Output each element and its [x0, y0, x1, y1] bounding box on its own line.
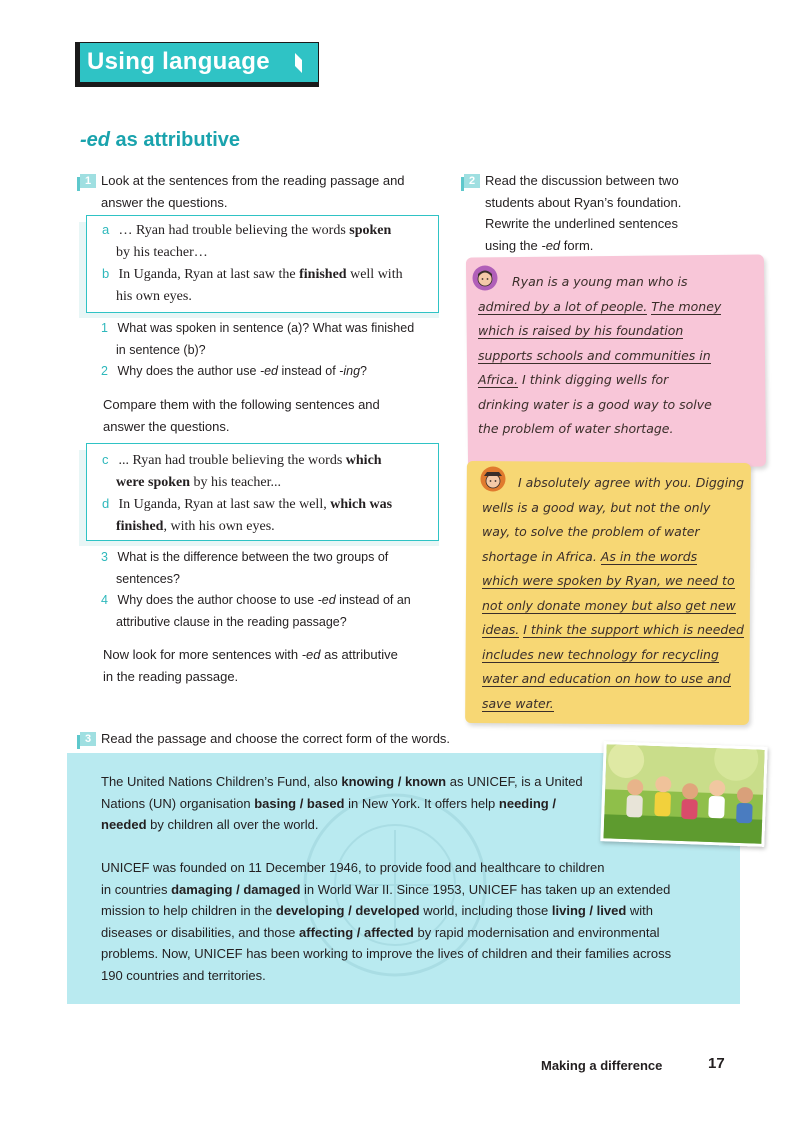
questions-3-4: 3 What is the difference between the two groups of sentences? 4 Why does the author choose to use -ed instead of an attributive clause in the reading passage?	[101, 550, 411, 629]
pink-card-text: Ryan is a young man who is admired by a lot of people. The money which is raised by his foundation supports schools and communities in Africa. I think digging wells for drinking water is a good way to solve the problem of water shortage.	[478, 274, 722, 436]
banner-mark-icon	[293, 52, 305, 74]
yellow-card-text: I absolutely agree with you. Digging wells is a good way, but not the only way, to solve the problem of water shortage in Africa. As in the words which were spoken by Ryan, we need to not only donate money but also get new ideas. I think the support which is needed includes new technology for recycling water and education on how to use and save water.	[482, 475, 745, 711]
example-sentences-cd: c ... Ryan had trouble believing the words which were spoken by his teacher... d In Uganda, Ryan at last saw the well, which was finished, with his own eyes.	[102, 452, 393, 534]
section-title: -ed as attributive	[80, 129, 241, 151]
page-title: Using language	[87, 48, 270, 75]
children-photo-illustration	[603, 744, 767, 847]
passage-paragraph-2: UNICEF was founded on 11 December 1946, to provide food and healthcare to children in countries damaging / damaged in World War II. Since 1953, UNICEF has taken up an extended mission to help children in the developing / developed world, including those living / lived with diseases or disabilities, and those affecting / affected by rapid modernisation and environmental problems. Now, UNICEF has been working to improve the lives of children and their families across 190 countries and territories.	[101, 860, 672, 983]
questions-1-2: 1 What was spoken in sentence (a)? What was finished in sentence (b)? 2 Why does the author use -ed instead of -ing?	[101, 321, 415, 378]
footer-unit-title: Making a difference	[541, 1058, 663, 1073]
compare-instruction: Compare them with the following sentences and answer the questions.	[103, 397, 380, 434]
children-photo	[600, 741, 767, 847]
page-number: 17	[708, 1055, 725, 1072]
exercise-3-instruction: Read the passage and choose the correct form of the words.	[101, 731, 451, 746]
exercise-2-instruction: Read the discussion between two students about Ryan’s foundation. Rewrite the underlined sentences using the -ed form.	[485, 173, 682, 253]
exercise-2-number: 2	[464, 174, 480, 188]
example-sentences-ab: a … Ryan had trouble believing the words spoken by his teacher… b In Uganda, Ryan at last saw the finished well with his own eyes.	[102, 222, 403, 304]
exercise-1-instruction: Look at the sentences from the reading passage and answer the questions.	[101, 173, 405, 210]
exercise-3-number: 3	[80, 732, 96, 746]
now-look-instruction: Now look for more sentences with -ed as attributive in the reading passage.	[103, 647, 398, 684]
exercise-1-number: 1	[80, 174, 96, 188]
passage-paragraph-1: The United Nations Children’s Fund, also knowing / known as UNICEF, is a United Nations (UN) organisation basing / based in New York. It offers help needing / needed by children all over the world.	[101, 774, 583, 832]
